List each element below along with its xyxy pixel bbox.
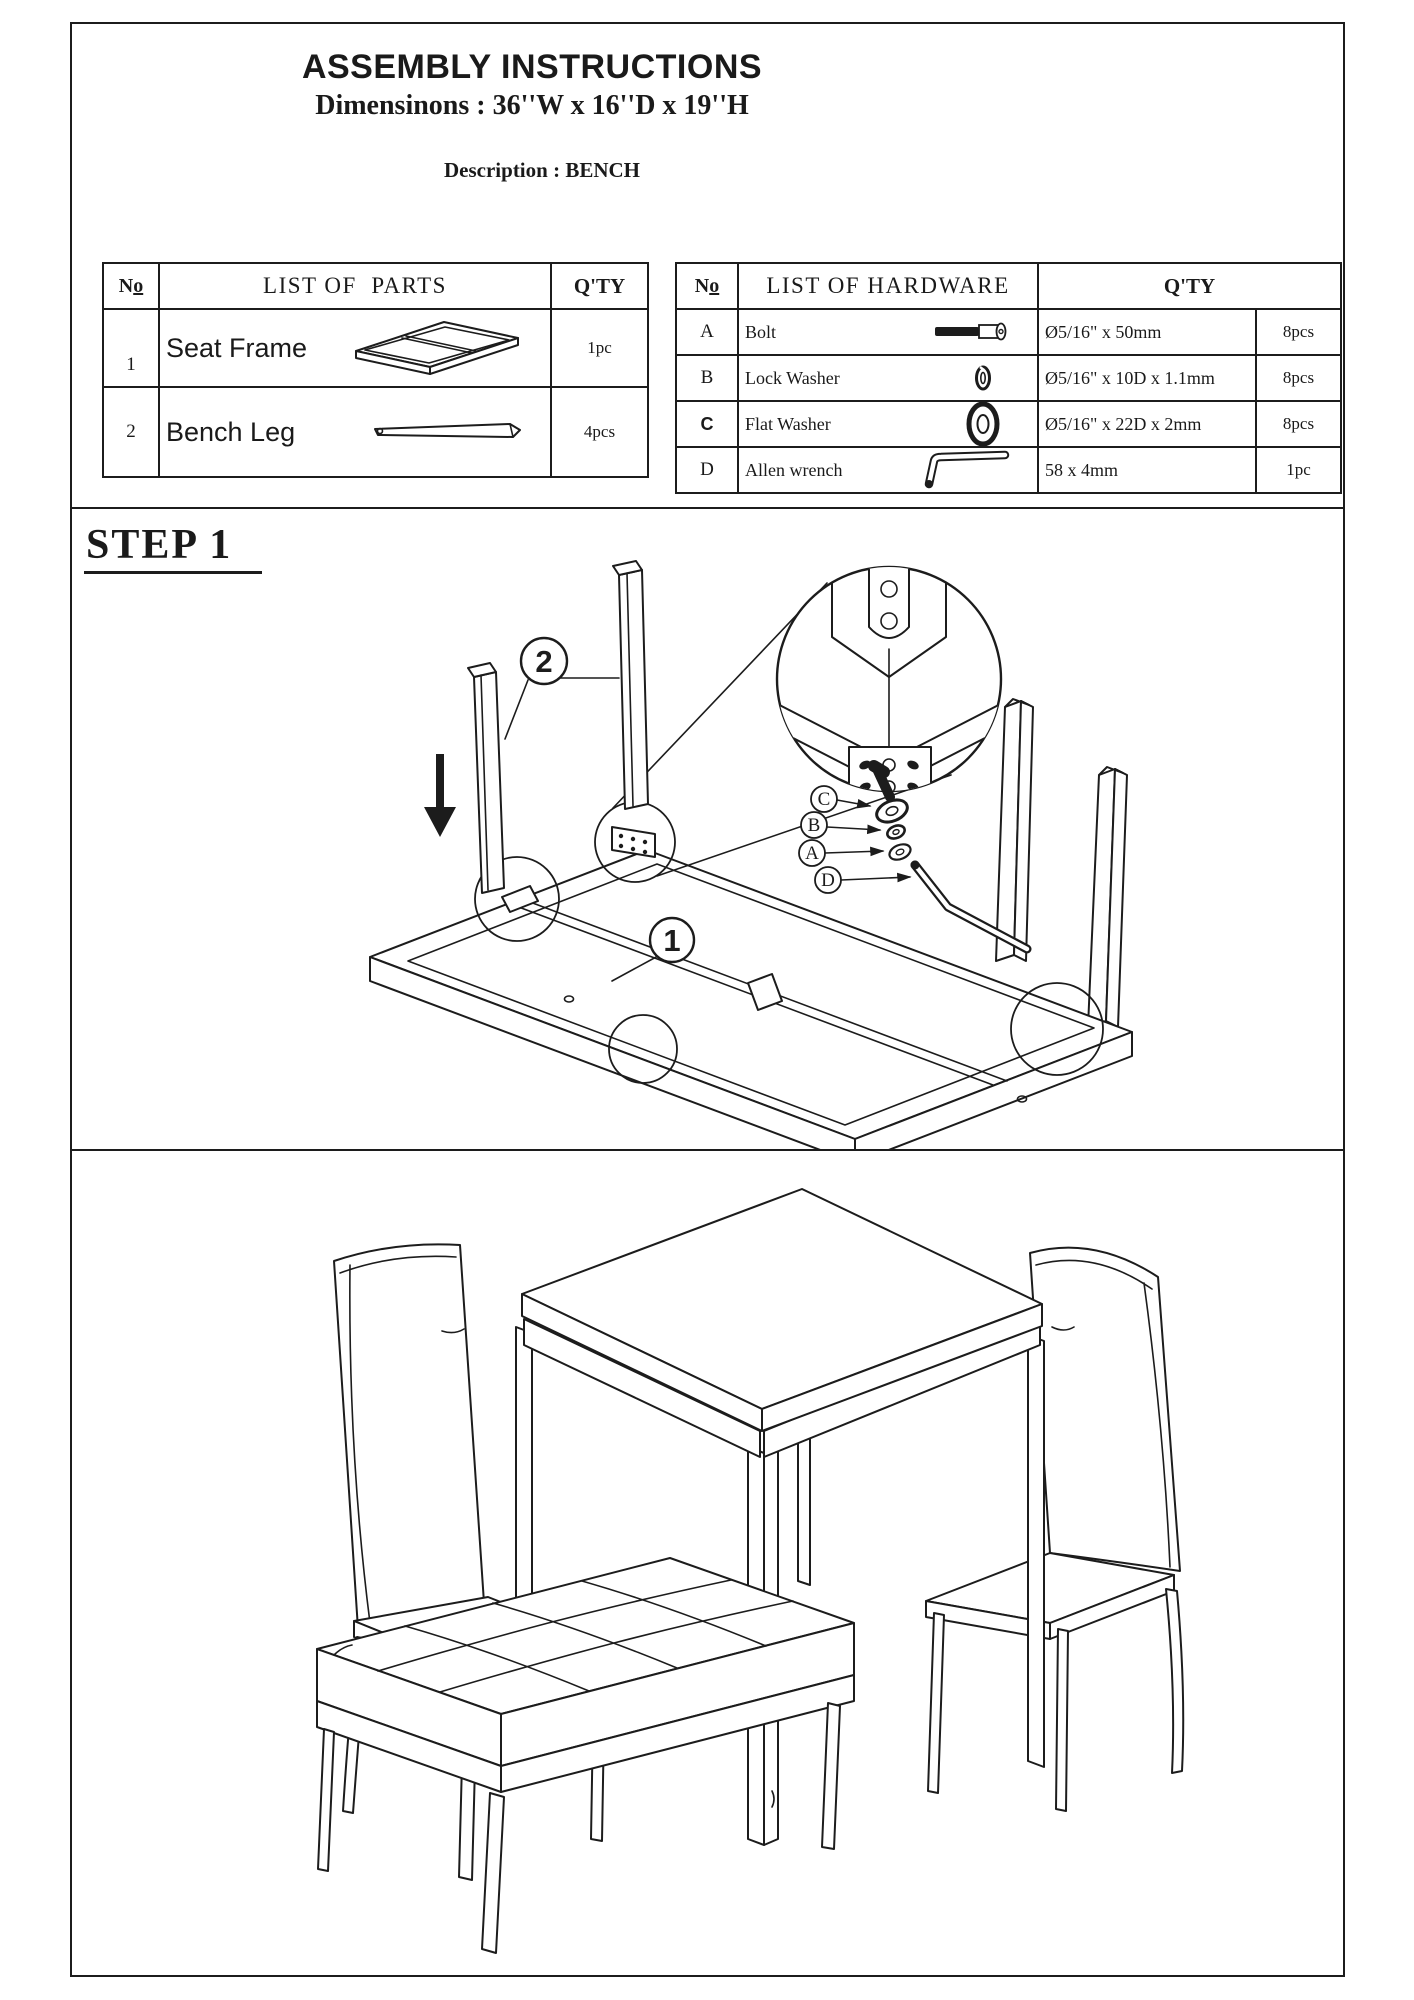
list-of-hardware-table: [675, 262, 1342, 494]
table-row: [103, 387, 648, 477]
dimensions-text: Dimensinons : 36''W x 16''D x 19''H: [315, 89, 749, 121]
table-row: [676, 309, 1341, 355]
seat-frame-icon: [350, 315, 526, 381]
step1-diagram: [72, 509, 1343, 1149]
lock-washer-icon: [953, 363, 1013, 393]
hardware-qty: 8pcs: [1256, 309, 1341, 355]
svg-text:1: 1: [663, 923, 681, 958]
table-row: [676, 401, 1341, 447]
svg-text:C: C: [817, 789, 831, 810]
svg-text:A: A: [805, 843, 819, 864]
hardware-name: Flat Washer: [745, 413, 831, 434]
down-arrow-icon: [424, 754, 456, 837]
hardware-name: Bolt: [745, 321, 777, 342]
hardware-size: Ø5/16" x 50mm: [1038, 309, 1256, 355]
hardware-qty: 8pcs: [1256, 401, 1341, 447]
hardware-name: Lock Washer: [745, 367, 840, 388]
hardware-letter: B: [676, 355, 738, 401]
parts-title-header: LIST OF PARTS: [159, 263, 551, 309]
part-qty: 1pc: [551, 309, 648, 387]
flat-washer-icon: [953, 402, 1013, 446]
list-of-parts-table: [102, 262, 649, 478]
hardware-size: Ø5/16" x 22D x 2mm: [1038, 401, 1256, 447]
hardware-letter: A: [676, 309, 738, 355]
step1-heading: STEP 1: [84, 521, 262, 574]
description-text: Description : BENCH: [444, 158, 640, 182]
hardware-title-header: LIST OF HARDWARE: [738, 263, 1038, 309]
detail-magnifier: [760, 539, 1018, 803]
hardware-qty: 8pcs: [1256, 355, 1341, 401]
svg-text:D: D: [821, 870, 835, 891]
part-qty: 4pcs: [551, 387, 648, 477]
hardware-letter: C: [676, 401, 738, 447]
svg-text:2: 2: [535, 644, 553, 679]
hardware-header-row: [676, 263, 1341, 309]
table-row: [676, 355, 1341, 401]
parts-no-header: No: [103, 263, 159, 309]
attached-bench-legs: [996, 699, 1127, 1027]
callout-part-2: [505, 638, 619, 739]
final-assembly-section: [72, 1151, 1343, 2000]
bolt-icon: [933, 322, 1013, 342]
final-assembly-illustration: [72, 1151, 1343, 1981]
hardware-size: Ø5/16" x 10D x 1.1mm: [1038, 355, 1256, 401]
header-section: [72, 24, 1343, 509]
part-number: 1: [103, 309, 159, 387]
part-number: 2: [103, 387, 159, 477]
part-name: Bench Leg: [166, 416, 296, 447]
hardware-no-header: No: [676, 263, 738, 309]
hardware-qty: 1pc: [1256, 447, 1341, 493]
header-block: [227, 50, 837, 122]
bench-leg-icon: [370, 421, 526, 443]
hardware-qty-header: Q'TY: [1038, 263, 1341, 309]
allen-wrench-icon: [917, 449, 1013, 491]
hardware-size: 58 x 4mm: [1038, 447, 1256, 493]
parts-header-row: [103, 263, 648, 309]
part-name: Seat Frame: [166, 332, 308, 363]
page-title: ASSEMBLY INSTRUCTIONS: [301, 48, 763, 86]
hardware-name: Allen wrench: [745, 459, 843, 480]
table-row: [103, 309, 648, 387]
step1-section: [72, 509, 1343, 1151]
hardware-letter: D: [676, 447, 738, 493]
parts-qty-header: Q'TY: [551, 263, 648, 309]
page-border: [70, 22, 1345, 1977]
table-row: [676, 447, 1341, 493]
svg-text:B: B: [807, 815, 821, 836]
